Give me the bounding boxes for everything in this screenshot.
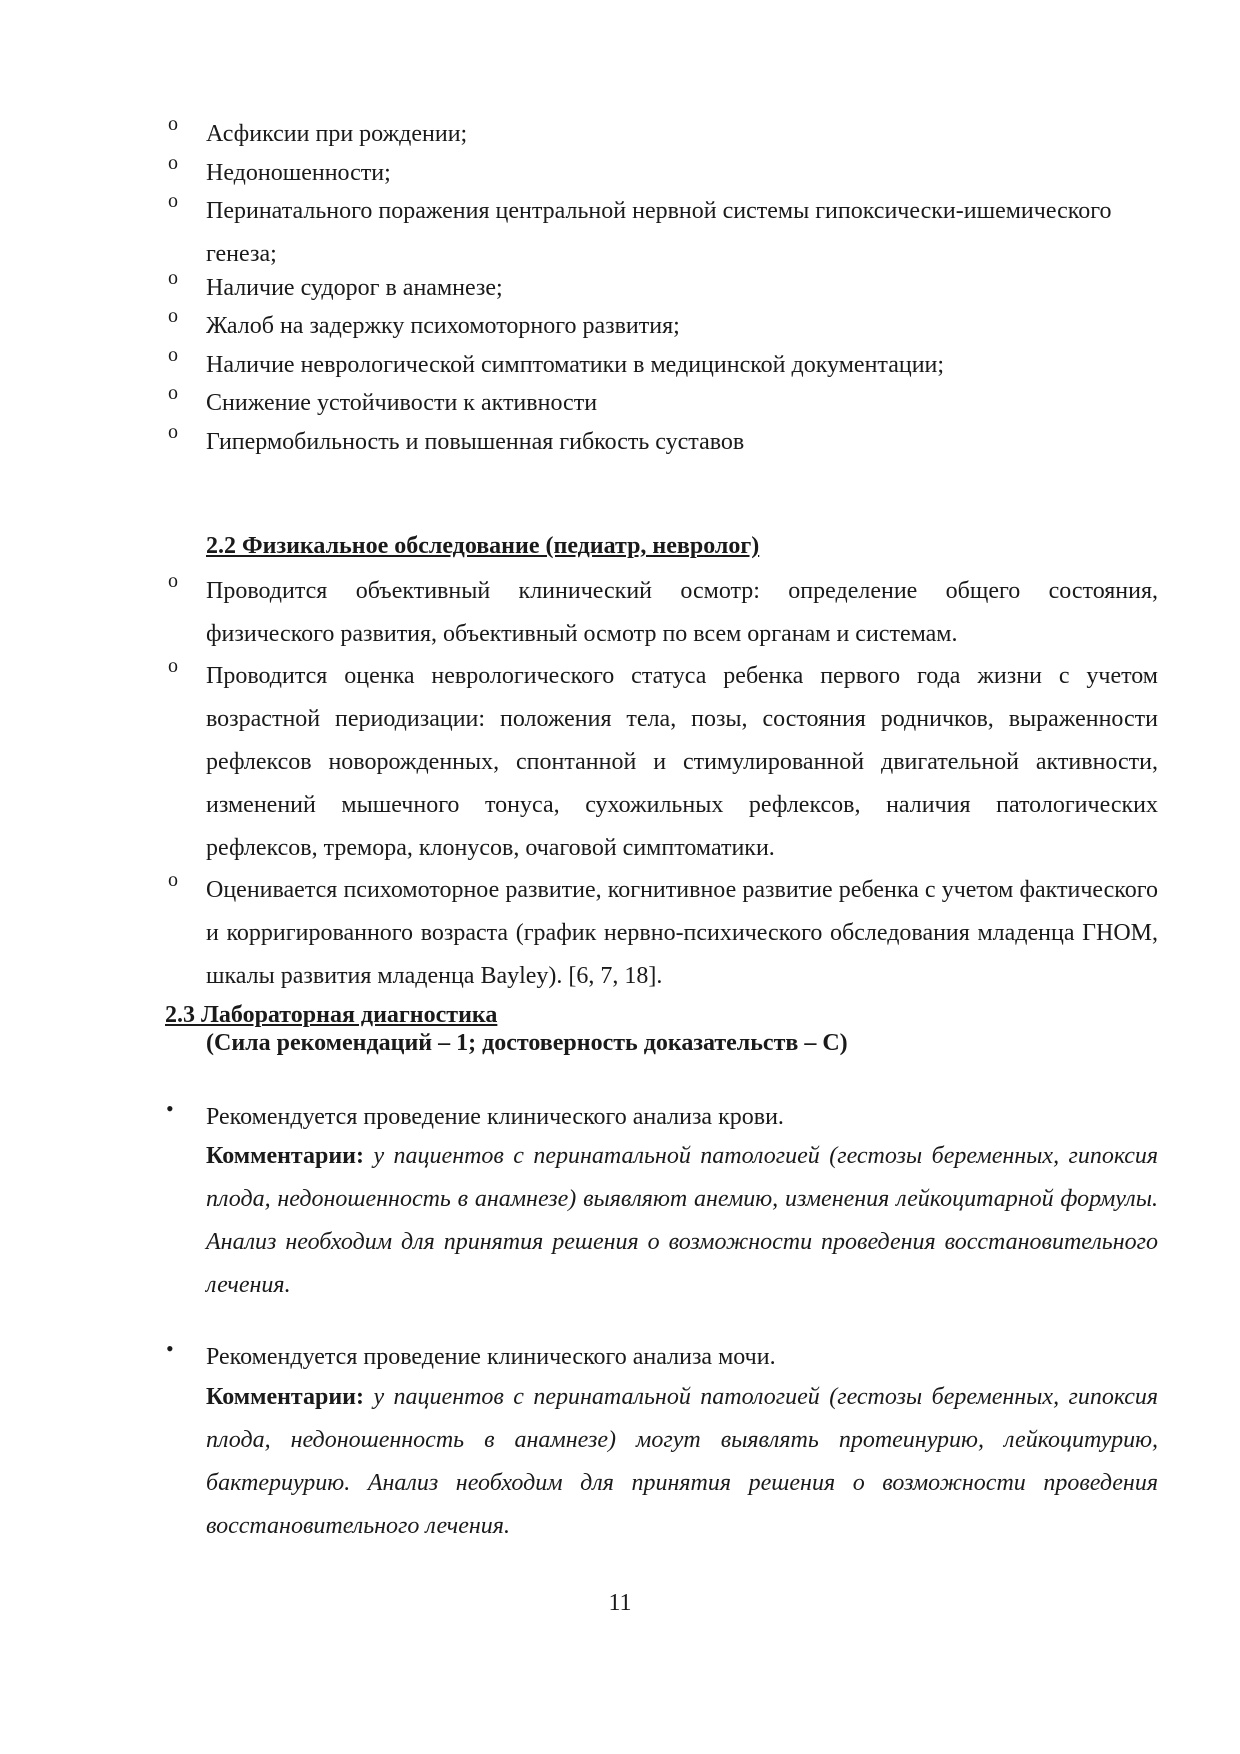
list-item-text: Снижение устойчивости к активности <box>206 390 598 416</box>
circle-bullet-icon: o <box>168 655 178 677</box>
circle-bullet-icon: o <box>168 570 178 592</box>
circle-bullet-icon: o <box>168 869 178 891</box>
section-heading: 2.3 Лабораторная диагностика <box>165 1002 498 1028</box>
section-heading: 2.2 Физикальное обследование (педиатр, невролог) <box>206 533 760 559</box>
comment-label: Комментарии: <box>206 1143 365 1169</box>
circle-bullet-icon: o <box>168 382 178 404</box>
circle-bullet-icon: o <box>168 267 178 289</box>
circle-bullet-icon: o <box>168 344 178 366</box>
list-item-text: Проводится объективный клинический осмотр: определение общего состояния, физического развития, объективный осмотр по всем органам и системам. <box>206 578 1158 647</box>
list-item-text: Наличие неврологической симптоматики в медицинской документации; <box>206 352 945 378</box>
list-item-text: Наличие судорог в анамнезе; <box>206 275 503 301</box>
circle-bullet-icon: o <box>168 113 178 135</box>
circle-bullet-icon: o <box>168 421 178 443</box>
circle-bullet-icon: o <box>168 190 178 212</box>
bullet-icon: • <box>166 1336 174 1361</box>
list-item-text: Жалоб на задержку психомоторного развития; <box>206 313 680 339</box>
bullet-icon: • <box>166 1096 174 1121</box>
list-item-text: Асфиксии при рождении; <box>206 121 468 147</box>
list-item-text: Гипермобильность и повышенная гибкость суставов <box>206 429 745 455</box>
recommendation-strength: (Сила рекомендаций – 1; достоверность доказательств – С) <box>206 1030 848 1056</box>
list-item-text: Проводится оценка неврологического статуса ребенка первого года жизни с учетом возрастной периодизации: положения тела, позы, состояния родничков, выраженности рефлексов новорожденных, спонтанной и стимулированной двигательной активности, изменений мышечного тонуса, сухожильных рефлексов, наличия патологических рефлексов, тремора, клонусов, очаговой симптоматики. <box>206 663 1158 861</box>
circle-bullet-icon: o <box>168 305 178 327</box>
comment-label: Комментарии: <box>206 1384 365 1410</box>
list-item-text: Недоношенности; <box>206 160 391 186</box>
comment-block <box>206 1376 1158 1548</box>
list-item-text: Оценивается психомоторное развитие, когнитивное развитие ребенка с учетом фактического и корригированного возраста (график нервно-психического обследования младенца ГНОМ, шкалы развития младенца Bayley). [6, 7, 18]. <box>206 877 1158 989</box>
comment-text: у пациентов с перинатальной патологией (гестозы беременных, гипоксия плода, недоношенность в анамнезе) выявляют анемию, изменения лейкоцитарной формулы. Анализ необходим для принятия решения о возможности проведения восстановительного лечения. <box>206 1143 1158 1298</box>
list-item-text: Рекомендуется проведение клинического анализа крови. <box>206 1104 784 1130</box>
comment-block <box>206 1135 1158 1307</box>
circle-bullet-icon: o <box>168 152 178 174</box>
list-item-text: Перинатального поражения центральной нервной системы гипоксически-ишемического генеза; <box>206 198 1112 267</box>
comment-text: у пациентов с перинатальной патологией (гестозы беременных, гипоксия плода, недоношенность в анамнезе) могут выявлять протеинурию, лейкоцитурию, бактериурию. Анализ необходим для принятия решения о возможности проведения восстановительного лечения. <box>206 1384 1158 1539</box>
list-item-text: Рекомендуется проведение клинического анализа мочи. <box>206 1344 776 1370</box>
page-number: 11 <box>608 1590 632 1616</box>
